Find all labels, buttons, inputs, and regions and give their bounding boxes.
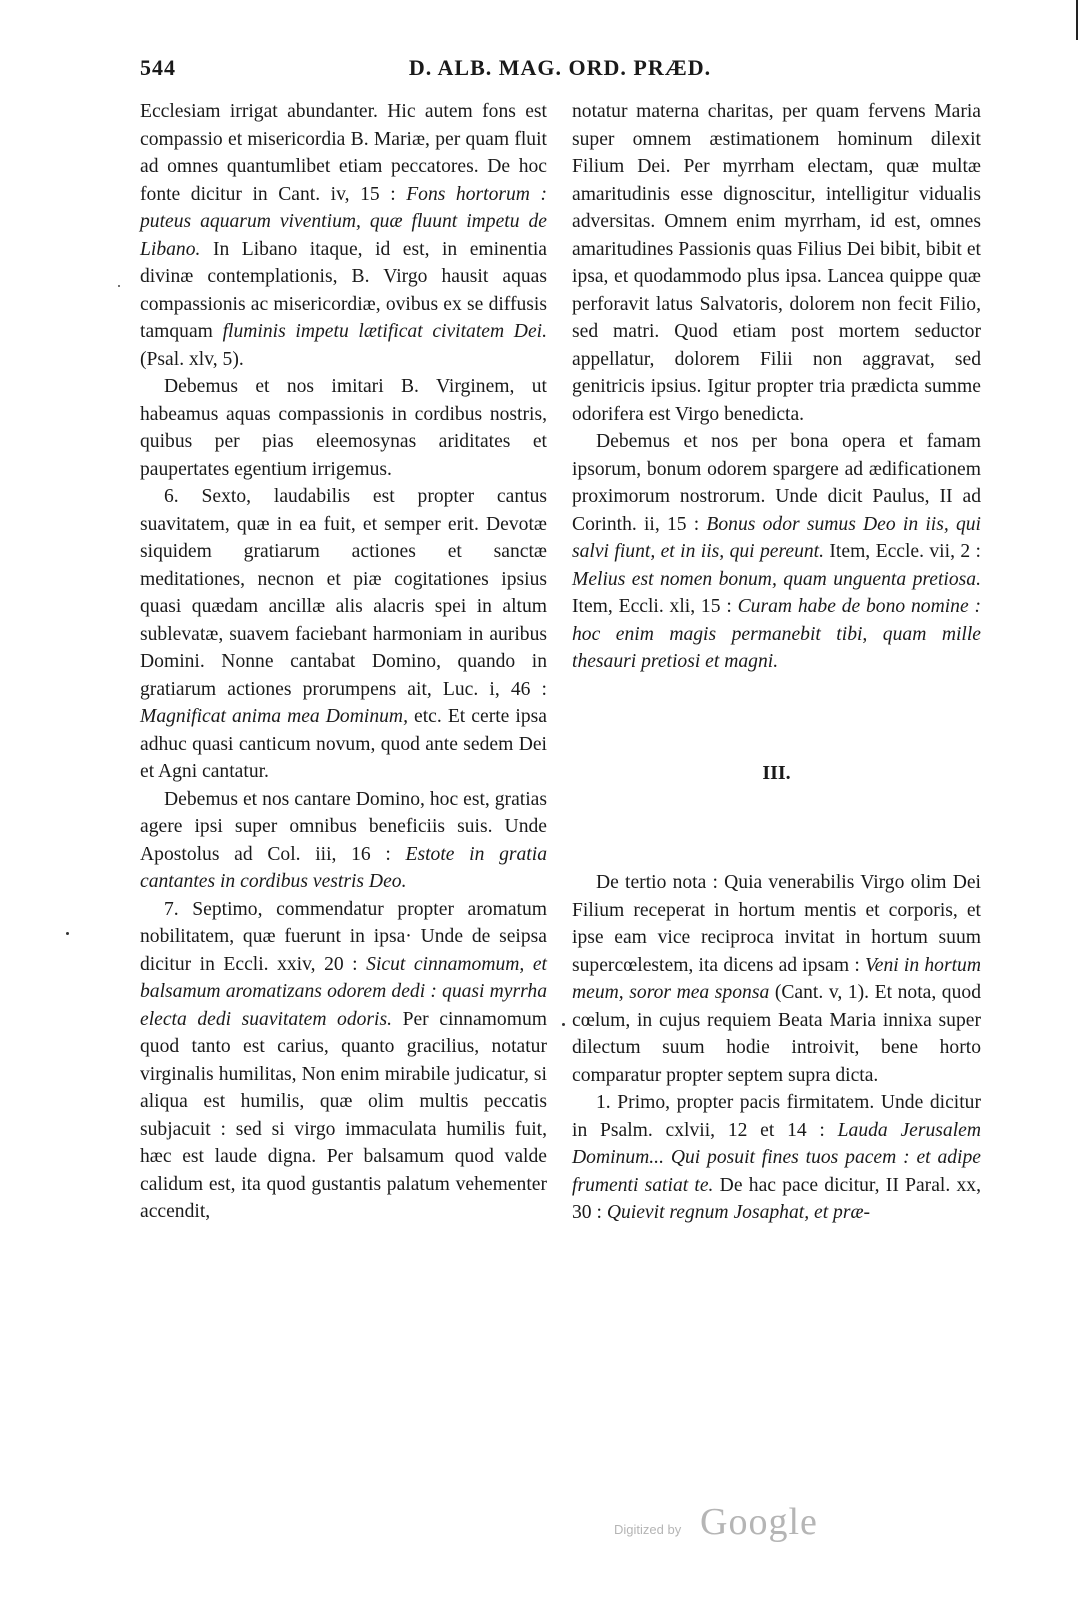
text-run: De tertio nota : Quia venerabilis Virgo olim Dei Filium receperat in hortum mentis et corporis, et ipse eam vice reciproca invitat in hortum suum supercœlestem, ita dicens ad ipsam : [572,872,981,976]
scan-speck [562,1023,565,1026]
page-header [140,55,980,85]
scripture-quote: fluminis impetu lætificat civitatem Dei. [222,321,547,342]
text-run: Per cinnamomum quod tanto est carius, quanto gracilius, notatur virginalis humilitas, Non enim mirabile judicatur, si aliqua est humilis, quæ olim multis peccatis subjacuit : sed si virgo immaculata humilis fuit, hæc est laude digna. Per balsamum quod valde calidum est, ita quod gustantis palatum vehementer accendit, [140,1008,547,1222]
right-column [572,98,981,1227]
paragraph [572,1089,981,1227]
text-run: 1. Primo, propter pacis firmitatem. Unde dicitur in Psalm. cxlvii, 12 et 14 : [572,1092,981,1141]
text-run: Debemus et nos per bona opera et famam ipsorum, bonum odorem spargere ad ædificationem proximorum nostrorum. Unde dicit Paulus, II ad Corinth. ii, 15 : [572,431,981,535]
text-run: Item, Eccle. vii, 2 : [824,541,981,562]
paragraph [140,896,547,1226]
text-run: Ecclesiam irrigat abundanter. Hic autem fons est compassio et misericordia B. Mariæ, per quam fluit ad omnes quantumlibet etiam peccatores. De hoc fonte dicitur in Cant. iv, 15 : [140,101,547,205]
paragraph [140,786,547,896]
text-run: (Cant. v, 1). Et nota, quod cœlum, in cujus requiem Beata Maria innixa super dilectum suum hodie introivit, bene horto comparatur propter septem supra dicta. [572,982,981,1086]
watermark-prefix: Digitized by [614,1522,682,1537]
scripture-quote: Quievit regnum Josaphat, et præ- [606,1202,871,1223]
paragraph: notatur materna charitas, per quam fervens Maria super omnem æstimationem hominum dilexit Filium Dei. Per myrrham electam, quæ multæ amaritudinis esse dignoscitur, intelligitur vidualis adversitas. Omnem enim myrrham, id est, omnes amaritudines Passionis quas Filius Dei bibit, bibit et ipsa, et quodammodo plus ipsa. Lancea quippe quæ perforavit latus Salvatoris, dolorem non fecit Filio, sed matri. Quod etiam post mortem seductor appellatur, dolorem Filii non aggravat, sed genitricis ipsius. Igitur propter tria prædicta summe odorifera est Virgo benedicta. [572,101,981,425]
scripture-quote: Magnificat anima mea Dominum, [140,706,408,727]
digitized-watermark [614,1500,844,1546]
text-run: De hac pace dicitur, II Paral. xx, 30 : [572,1174,981,1223]
scripture-quote: Veni in hortum meum, soror mea sponsa [572,954,981,1003]
paragraph [140,483,547,786]
text-run: Debemus et nos cantare Domino, hoc est, gratias agere ipsi super omnibus beneficiis suis. Unde Apostolus ad Col. iii, 16 : [140,788,547,865]
scan-speck [118,285,120,287]
paragraph: Debemus et nos imitari B. Virginem, ut habeamus aquas compassionis in cordibus nostris, quibus per pias eleemosynas ariditates et paupertates egentium irrigemus. [140,376,547,480]
scripture-quote: Estote in gratia cantantes in cordibus vestris Deo. [140,843,547,892]
left-column [140,98,547,1226]
paragraph [572,869,981,1089]
google-logo: Google [700,1501,818,1543]
scripture-quote: Sicut cinnamomum, et balsamum aromatizans odorem dedi : quasi myrrha electa dedi suavitatem odoris. [140,953,547,1030]
text-run: (Psal. xlv, 5). [140,348,244,370]
scan-edge-mark [1076,0,1078,40]
scan-speck [66,932,69,935]
scripture-quote: Curam habe de bono nomine : hoc enim magis permanebit tibi, quam mille thesauri pretiosi et magni. [572,596,981,672]
paragraph [140,98,547,373]
running-head: D. ALB. MAG. ORD. PRÆD. [408,55,712,80]
scripture-quote: Lauda Jerusalem Dominum... Qui posuit fines tuos pacem : et adipe frumenti satiat te. [572,1119,982,1196]
section-heading: III. [762,761,791,784]
text-run: 6. Sexto, laudabilis est propter cantus suavitatem, quæ in ea fuit, et semper erit. Devotæ siquidem gratiarum actiones et sanctæ meditationes, necnon et piæ cogitationes ipsius quasi quædam ancillæ alis alacris spei in altum sublevatæ, suavem faciebant harmoniam in auribus Domini. Nonne cantabat Domino, quando in gratiarum actiones prorumpens ait, Luc. i, 46 : [140,486,547,700]
scripture-quote: Melius est nomen bonum, quam unguenta pretiosa. [572,568,981,590]
text-run: etc. Et certe ipsa adhuc quasi canticum novum, quod ante sedem Dei et Agni cantatur. [140,706,547,782]
text-run: In Libano itaque, id est, in eminentia divinæ contemplationis, B. Virgo hausit aquas compassionis ac misericordiæ, ovibus ex se diffusis tamquam [140,238,547,342]
scripture-quote: Fons hortorum : puteus aquarum viventium, quæ fluunt impetu de Libano. [140,183,547,260]
text-run: Item, Eccli. xli, 15 : [572,596,738,617]
text-run: 7. Septimo, commendatur propter aromatum nobilitatem, quæ fuerunt in ipsa· Unde de seipsa dicitur in Eccli. xxiv, 20 : [140,898,547,975]
page-number: 544 [140,55,176,80]
scripture-quote: Bonus odor sumus Deo in iis, qui salvi fiunt, et in iis, qui pereunt. [572,513,981,562]
paragraph [572,428,981,676]
